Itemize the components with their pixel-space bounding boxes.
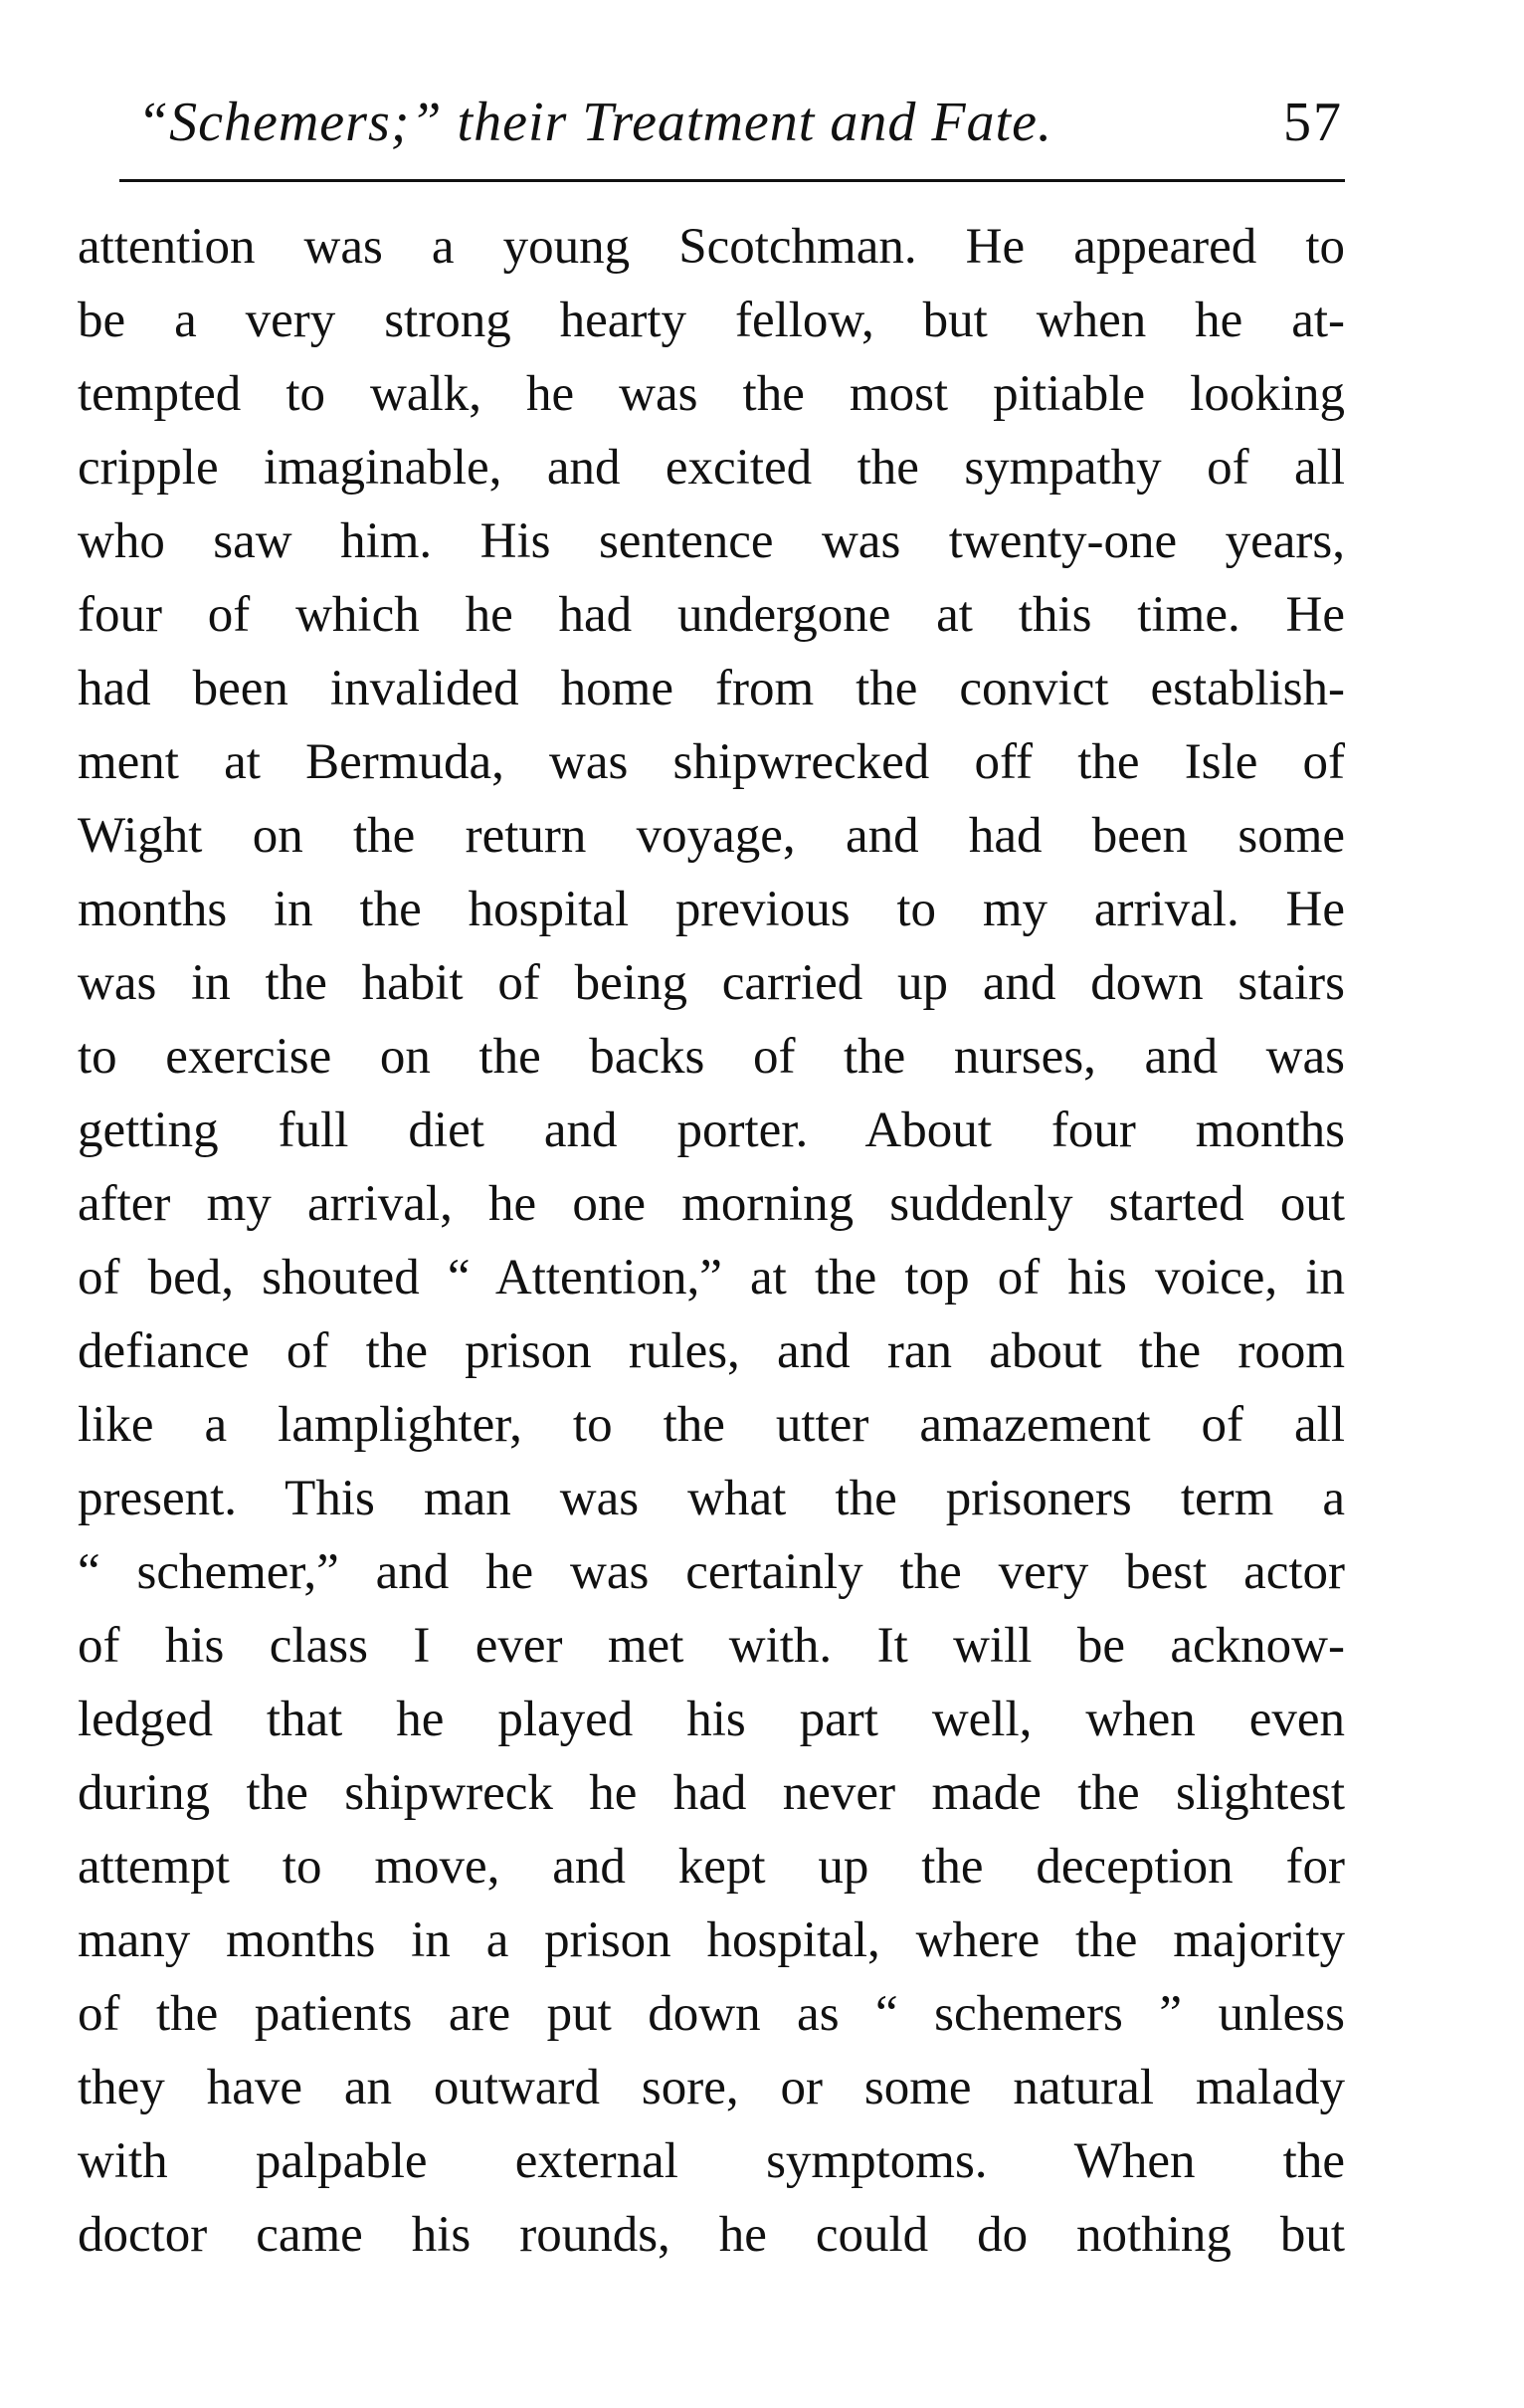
text-line: was in the habit of being carried up and down stairs	[78, 955, 1345, 1011]
text-line: months in the hospital previous to my arrival. He	[78, 882, 1345, 937]
text-line: present. This man was what the prisoners term a	[78, 1471, 1345, 1526]
text-line: Wight on the return voyage, and had been some	[78, 808, 1345, 864]
text-line: of the patients are put down as “ schemers ” unless	[78, 1986, 1345, 2042]
text-line: ment at Bermuda, was shipwrecked off the Isle of	[78, 734, 1345, 790]
text-line: ledged that he played his part well, when even	[78, 1692, 1345, 1747]
text-line: attempt to move, and kept up the deception for	[78, 1839, 1345, 1895]
page-number: 57	[1283, 92, 1343, 153]
text-line: with palpable external symptoms. When the	[78, 2133, 1345, 2189]
text-line: of his class I ever met with. It will be acknow-	[78, 1618, 1345, 1674]
text-line: during the shipwreck he had never made the slightest	[78, 1765, 1345, 1821]
text-line: they have an outward sore, or some natural malady	[78, 2060, 1345, 2115]
text-line: like a lamplighter, to the utter amazement of all	[78, 1397, 1345, 1453]
text-line: many months in a prison hospital, where the majority	[78, 1912, 1345, 1968]
text-line: cripple imaginable, and excited the sympathy of all	[78, 440, 1345, 496]
running-head	[137, 78, 1343, 167]
text-line: tempted to walk, he was the most pitiable looking	[78, 366, 1345, 422]
text-line: had been invalided home from the convict establish-	[78, 661, 1345, 716]
body-text	[78, 210, 1345, 2272]
text-line: be a very strong hearty fellow, but when he at-	[78, 293, 1345, 348]
text-line: attention was a young Scotchman. He appeared to	[78, 219, 1345, 275]
text-line: four of which he had undergone at this time. He	[78, 587, 1345, 643]
running-title: “Schemers;” their Treatment and Fate.	[137, 92, 1052, 153]
text-line: who saw him. His sentence was twenty-one years,	[78, 513, 1345, 569]
text-line: doctor came his rounds, he could do nothing but	[78, 2207, 1345, 2263]
text-line: “ schemer,” and he was certainly the very best actor	[78, 1544, 1345, 1600]
text-line: of bed, shouted “ Attention,” at the top of his voice, in	[78, 1250, 1345, 1305]
text-line: to exercise on the backs of the nurses, and was	[78, 1029, 1345, 1085]
text-line: defiance of the prison rules, and ran about the room	[78, 1323, 1345, 1379]
header-rule	[119, 179, 1345, 182]
text-line: getting full diet and porter. About four months	[78, 1103, 1345, 1158]
text-line: after my arrival, he one morning suddenly started out	[78, 1176, 1345, 1232]
